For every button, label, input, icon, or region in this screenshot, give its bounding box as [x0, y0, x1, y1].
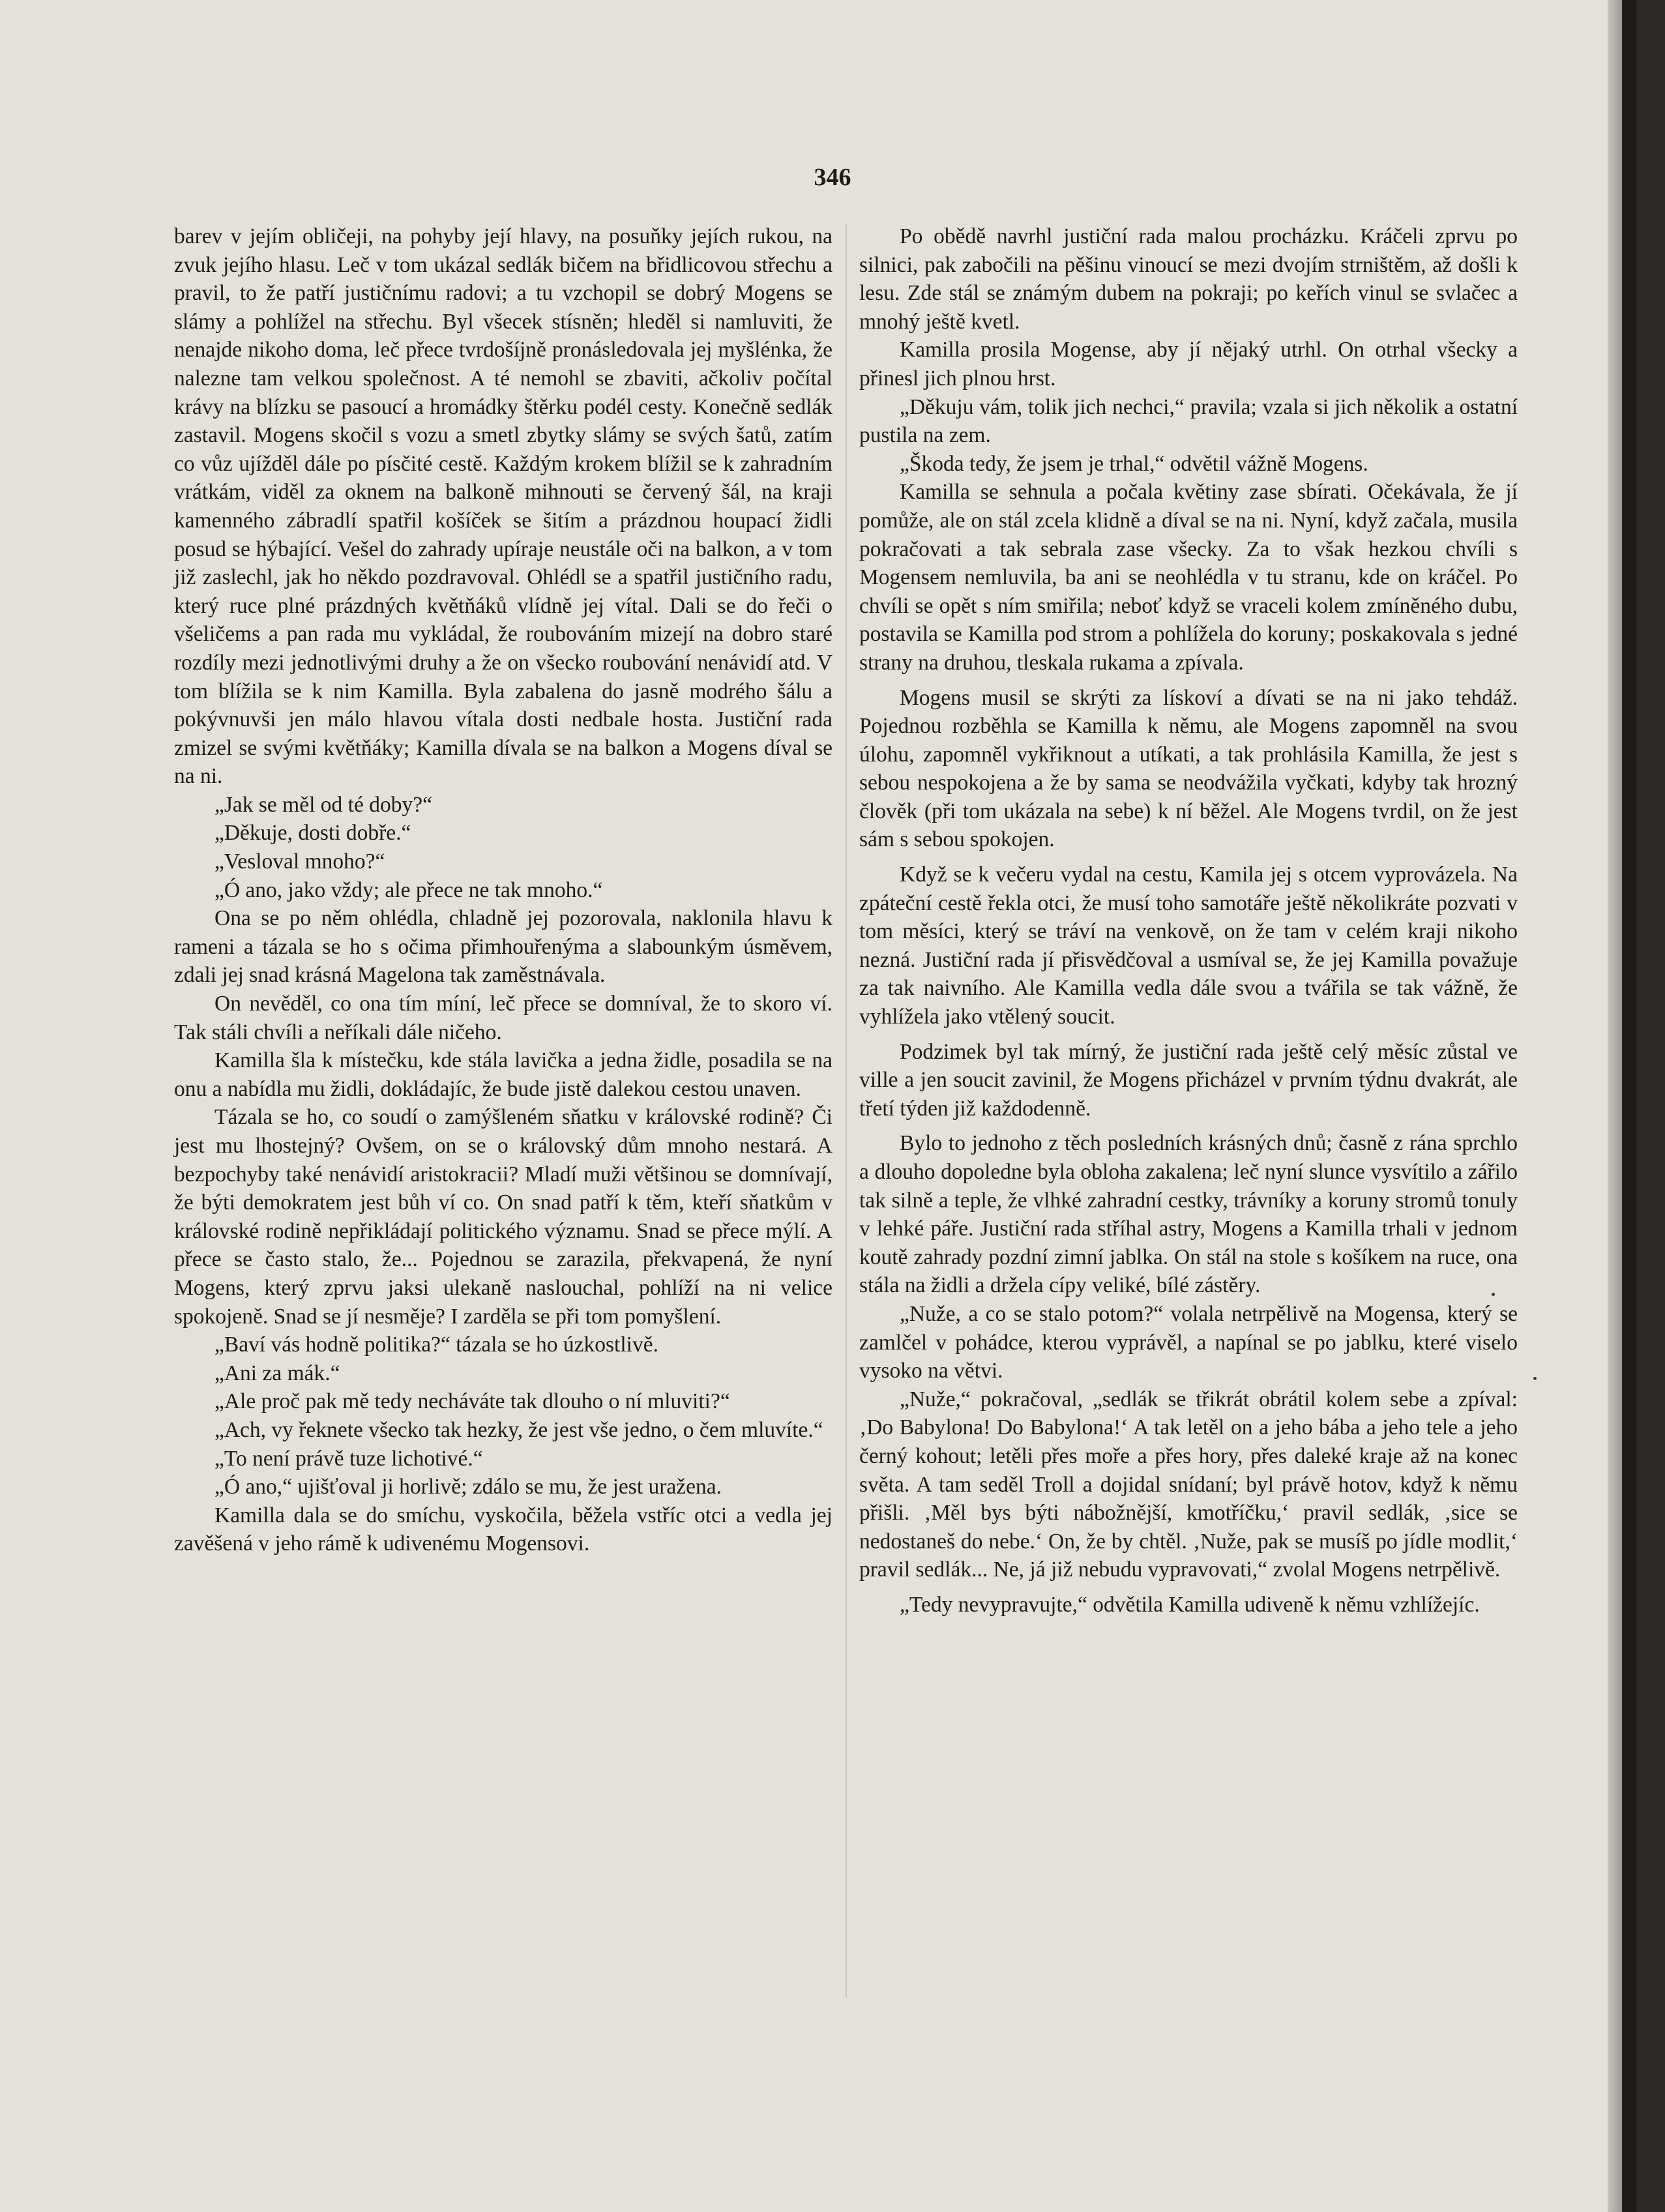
- paragraph: „Děkuju vám, tolik jich nechci,“ pravila; vzala si jich několik a ostatní pustila na zem.: [859, 394, 1518, 448]
- paragraph: „Ó ano, jako vždy; ale přece ne tak mnoho.“: [214, 877, 603, 902]
- paragraph: Kamilla dala se do smíchu, vyskočila, běžela vstříc otci a vedla jej zavěšená v jeho rámě k udivenému Mogensovi.: [174, 1503, 832, 1556]
- paragraph: „Tedy nevypravujte,“ odvětila Kamilla udiveně k němu vzhlížejíc.: [900, 1592, 1480, 1617]
- paragraph: „Baví vás hodně politika?“ tázala se ho úzkostlivě.: [214, 1333, 658, 1357]
- paragraph: „Ale proč pak mě tedy necháváte tak dlouho o ní mluviti?“: [214, 1389, 730, 1414]
- ink-speck: [1533, 1377, 1537, 1380]
- paragraph: Tázala se ho, co soudí o zamýšleném sňatku v královské rodině? Či jest mu lhostejný? Ovšem, on se o královský dům mnoho nestará. A bezpochyby také nenávidí aristokracii? Mladí muži většinou se domnívají, že býti demokratem jest bůh ví co. On snad patří k těm, kteří sňatkům v královské rodině nepřikládají politického významu. Snad se přece mýlí. A přece se často stalo, že... Pojednou se zarazila, překvapená, že nyní Mogens, který zprvu jaksi ulekaně naslouchal, pohlíží na ni velice spokojeně. Snad se jí nesměje? I zarděla se při tom pomyšlení.: [174, 1105, 832, 1329]
- paragraph: Kamilla prosila Mogense, aby jí nějaký utrhl. On otrhal všecky a přinesl jich plnou hrst.: [859, 338, 1518, 391]
- paragraph: „Vesloval mnoho?“: [214, 849, 385, 874]
- paragraph: Když se k večeru vydal na cestu, Kamila jej s otcem vyprovázela. Na zpáteční cestě řekla otci, že musí toho samotáře ještě několikráte pozvati v tom měsíci, který se tráví na venkově, on že tam v celém kraji nikoho nezná. Justiční rada jí přisvědčoval a usmíval se, že jej Kamilla považuje za tak naivního. Ale Kamilla vedla dále svou a tvářila se tak vážně, že vyhlížela jako vtělený soucit.: [859, 863, 1518, 1029]
- paragraph: Po obědě navrhl justiční rada malou procházku. Kráčeli zprvu po silnici, pak zabočili na pěšinu vinoucí se mezi dvojím strništěm, až došli k lesu. Zde stál se známým dubem na pokraji; po keřích vinul se svlačec a mnohý ještě kvetl.: [859, 224, 1518, 334]
- paragraph: „Nuže, a co se stalo potom?“ volala netrpělivě na Mogensa, který se zamlčel v pohádce, kterou vyprávěl, a napínal se po jablku, které viselo vysoko na větvi.: [859, 1301, 1518, 1383]
- paragraph: Ona se po něm ohlédla, chladně jej pozorovala, naklonila hlavu k rameni a tázala se ho s očima přimhouřenýma a slabounkým úsměvem, zdali jej snad krásná Magelona tak zaměstnávala.: [174, 906, 832, 988]
- paragraph: Kamilla se sehnula a počala květiny zase sbírati. Očekávala, že jí pomůže, ale on stál zcela klidně a díval se na ni. Nyní, když začala, musila pokračovati a tak sebrala zase všecky. Za to však hezkou chvíli s Mogensem nemluvila, ba ani se neohlédla v tu stranu, kde on kráčel. Po chvíli se opět s ním smiřila; neboť když se vraceli kolem zmíněného dubu, postavila se Kamilla pod strom a pohlížela do koruny; poskakovala s jedné strany na druhou, tleskala rukama a zpívala.: [859, 480, 1518, 675]
- paragraph: Bylo to jednoho z těch posledních krásných dnů; časně z rána sprchlo a dlouho dopoledne byla obloha zakalena; leč nyní slunce vysvítilo a zářilo tak silně a teple, že vlhké zahradní cestky, trávníky a koruny stromů tonuly v lehké páře. Justiční rada stříhal astry, Mogens a Kamilla trhali v jednom koutě zahrady pozdní zimní jablka. On stál na stole s košíkem na ruce, ona stála na židli a držela cípy veliké, bílé zástěry.: [859, 1131, 1518, 1298]
- page-edge-shadow: [1608, 0, 1622, 2212]
- scan-background: [1636, 0, 1665, 2212]
- left-column: [174, 222, 832, 1558]
- ink-speck: [1492, 1293, 1495, 1296]
- paragraph: „Ani za mák.“: [214, 1361, 340, 1385]
- right-column: [859, 222, 1518, 1619]
- paragraph: On nevěděl, co ona tím míní, leč přece se domníval, že to skoro ví. Tak stáli chvíli a neříkali dále ničeho.: [174, 992, 832, 1044]
- paragraph: „To není právě tuze lichotivé.“: [214, 1446, 483, 1471]
- paragraph: Kamilla šla k místečku, kde stála lavička a jedna židle, posadila se na onu a nabídla mu židli, dokládajíc, že bude jistě dalekou cestou unaven.: [174, 1048, 832, 1101]
- paragraph: „Ó ano,“ ujišťoval ji horlivě; zdálo se mu, že jest uražena.: [214, 1475, 722, 1499]
- paragraph: „Ach, vy řeknete všecko tak hezky, že jest vše jedno, o čem mluvíte.“: [214, 1417, 823, 1442]
- paragraph: „Jak se měl od té doby?“: [214, 792, 432, 817]
- paragraph: Mogens musil se skrýti za lískoví a dívati se na ni jako tehdáž. Pojednou rozběhla se Kamilla k němu, ale Mogens zapomněl na svou úlohu, zapomněl vykřiknout a utíkati, a tak prohlásila Kamilla, že jest s sebou nespokojena a že by sama se neodvážila vyčkati, kdyby tak hrozný člověk (při tom ukázala na sebe) k ní běžel. Ale Mogens tvrdil, on že jest sám s sebou spokojen.: [859, 685, 1518, 852]
- paragraph: barev v jejím obličeji, na pohyby její hlavy, na posuňky jejích rukou, na zvuk jejího hlasu. Leč v tom ukázal sedlák bičem na břidlicovou střechu a pravil, to že patří justičnímu radovi; a tu vzchopil se dobrý Mogens se slámy a pohlížel na střechu. Byl všecek stísněn; hleděl si namluviti, že nenajde nikoho doma, leč přece tvrdošíjně pronásledovala jej myšlénka, že nalezne tam velkou společnost. A té nemohl se zbaviti, ačkoliv počítal krávy na blízku se pasoucí a hromádky štěrku podél cesty. Konečně sedlák zastavil. Mogens skočil s vozu a smetl zbytky slámy se svých šatů, zatím co vůz ujížděl dále po písčité cestě. Každým krokem blížil se k zahradním vrátkám, viděl za oknem na balkoně mihnouti se červený šál, na kraji kamenného zábradlí spatřil košíček se šitím a prázdnou houpací židli posud se hýbající. Vešel do zahrady upíraje neustále oči na balkon, a v tom již zaslechl, jak ho někdo pozdravoval. Ohlédl se a spatřil justičního radu, který ruce plné prázdných květňáků vlídně jej vítal. Dali se do řeči o všeličems a pan rada mu vykládal, že roubováním mizejí na dobro staré rozdíly mezi jednotlivými druhy a že on všecko roubování nenávidí atd. V tom blížila se k nim Kamilla. Byla zabalena do jasně modrého šálu a pokývnuvši jen málo hlavou vítala dosti nedbale hosta. Justiční rada zmizel se svými květňáky; Kamilla dívala se na balkon a Mogens díval se na ni.: [174, 224, 832, 789]
- page-number: 346: [814, 164, 851, 191]
- paragraph: „Nuže,“ pokračoval, „sedlák se třikrát obrátil kolem sebe a zpíval: ‚Do Babylona! Do Babylona!‘ A tak letěl on a jeho bába a jeho tele a jeho černý kohout; letěli přes moře a přes hory, přes daleké kraje až na konec světa. A tam seděl Troll a dojidal snídaní; byl právě hotov, když k němu přišli. ‚Měl bys býti nábožnější, kmotříčku,‘ pravil sedlák, ‚sice se nedostaneš do nebe.‘ On, že by chtěl. ‚Nuže, pak se musíš po jídle modlit,‘ pravil sedlák... Ne, já již nebudu vypravovati,“ zvolal Mogens netrpělivě.: [859, 1387, 1518, 1582]
- column-divider: [846, 224, 847, 1998]
- paragraph: Podzimek byl tak mírný, že justiční rada ještě celý měsíc zůstal ve ville a jen soucit zavinil, že Mogens přicházel v prvním týdnu dvakrát, ale třetí týden již každodenně.: [859, 1039, 1518, 1121]
- paragraph: „Děkuje, dosti dobře.“: [214, 821, 411, 846]
- paragraph: „Škoda tedy, že jsem je trhal,“ odvětil vážně Mogens.: [900, 451, 1368, 476]
